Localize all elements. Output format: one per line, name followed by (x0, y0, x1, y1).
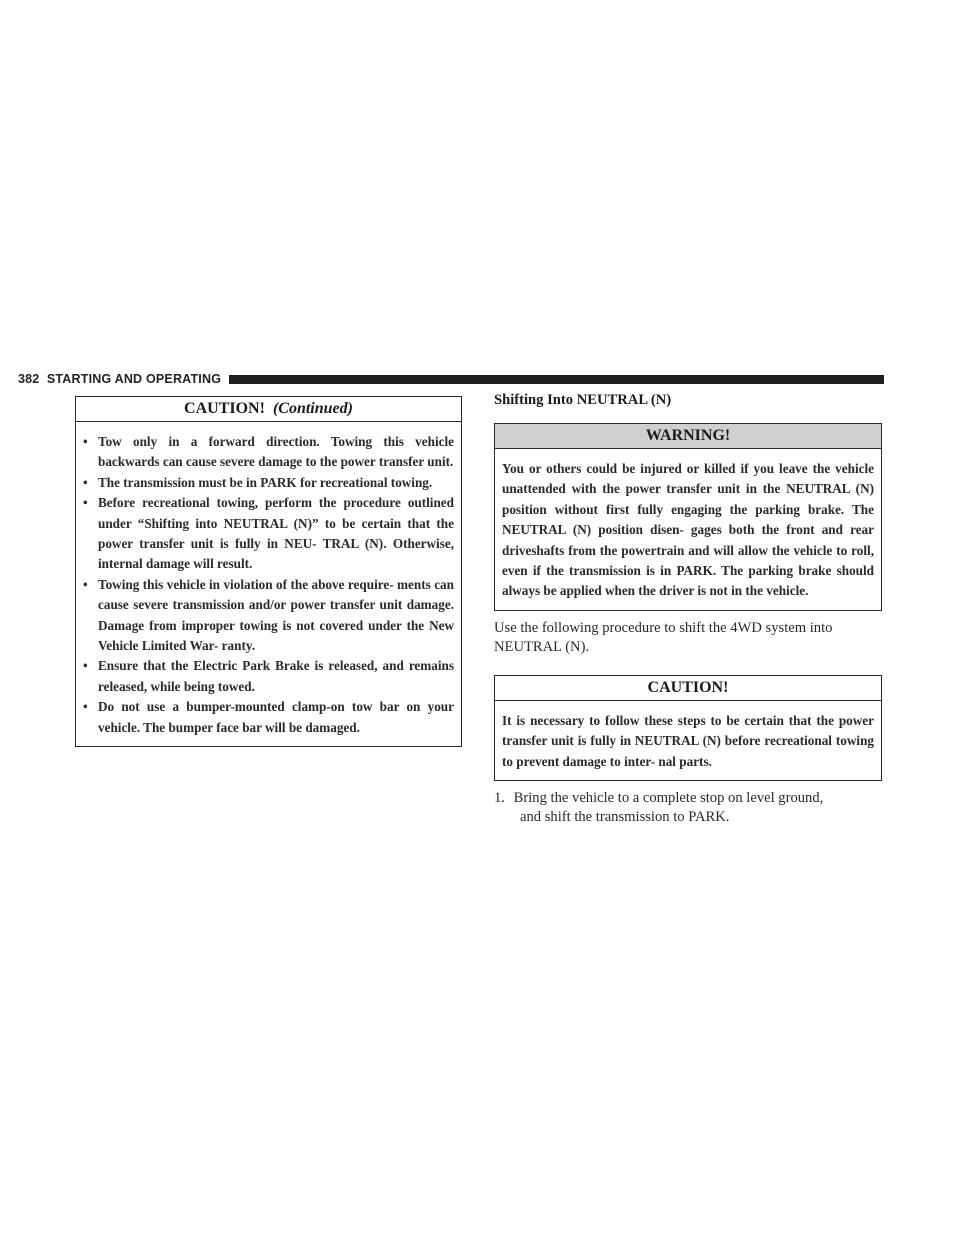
list-item (83, 575, 454, 657)
list-item-text: Tow only in a forward direction. Towing this vehicle backwards can cause severe damage to the power transfer unit. (98, 434, 454, 470)
intro-paragraph: Use the following procedure to shift the 4WD system into NEUTRAL (N). (494, 619, 833, 655)
list-item (83, 493, 454, 575)
list-item (83, 432, 454, 473)
bullet-icon: • (83, 434, 88, 449)
caution-body: It is necessary to follow these steps to be certain that the power transfer unit is fully in NEUTRAL (N) before recreational towing to prevent damage to inter- nal parts. (502, 712, 874, 769)
step-number: 1. (494, 790, 505, 807)
header-label (18, 372, 229, 386)
list-item-text: Before recreational towing, perform the procedure outlined under “Shifting into NEUTRAL (N)” to be certain that the power transfer unit is fully in NEU- TRAL (N). Otherwise, internal damage will result. (98, 495, 454, 572)
caution-box (494, 675, 882, 781)
step-text-line2: and shift the transmission to PARK. (520, 809, 730, 826)
left-column (75, 396, 462, 747)
section-heading: Shifting Into NEUTRAL (N) (494, 392, 672, 408)
caution-label: CAUTION! (184, 400, 265, 417)
header-rule (229, 375, 884, 384)
list-item (83, 656, 454, 697)
list-item (83, 697, 454, 738)
bullet-icon: • (83, 576, 88, 592)
caution-continued-title (76, 397, 461, 422)
list-item-text: The transmission must be in PARK for recreational towing. (98, 474, 433, 490)
continued-label: (Continued) (272, 400, 353, 417)
bullet-icon: • (83, 658, 88, 674)
caution-continued-box (75, 396, 462, 747)
bullet-icon: • (83, 699, 88, 715)
list-item-text: Do not use a bumper-mounted clamp-on tow bar on your vehicle. The bumper face bar will be damaged. (98, 699, 454, 735)
right-column (494, 390, 882, 827)
warning-body: You or others could be injured or killed if you leave the vehicle unattended with the power transfer unit in the NEUTRAL (N) position without first fully engaging the parking brake. The NEUTRAL (N) position disen- gages both the front and rear driveshafts from the powertrain and will allow the vehicle to roll, even if the transmission is in PARK. The parking brake should always be applied when the driver is not in the vehicle. (502, 461, 874, 599)
caution-bullet-list (83, 432, 454, 738)
page-number: 382 (18, 372, 40, 386)
list-item-text: Ensure that the Electric Park Brake is released, and remains released, while being towed. (98, 658, 454, 694)
bullet-icon: • (83, 495, 88, 511)
page-header (18, 370, 884, 388)
step-1 (494, 789, 882, 827)
step-text-line1: Bring the vehicle to a complete stop on level ground, (513, 790, 824, 807)
list-item-text: Towing this vehicle in violation of the above require- ments can cause severe transmission and/or power transfer unit damage. Damage from improper towing is not covered under the New Vehicle Limited War- ranty. (98, 576, 454, 654)
caution-continued-body (76, 422, 461, 746)
section-title: STARTING AND OPERATING (46, 372, 222, 386)
warning-title: WARNING! (495, 424, 881, 449)
warning-box (494, 423, 882, 611)
list-item (83, 473, 454, 493)
caution-title: CAUTION! (495, 676, 881, 701)
bullet-icon: • (83, 474, 88, 490)
